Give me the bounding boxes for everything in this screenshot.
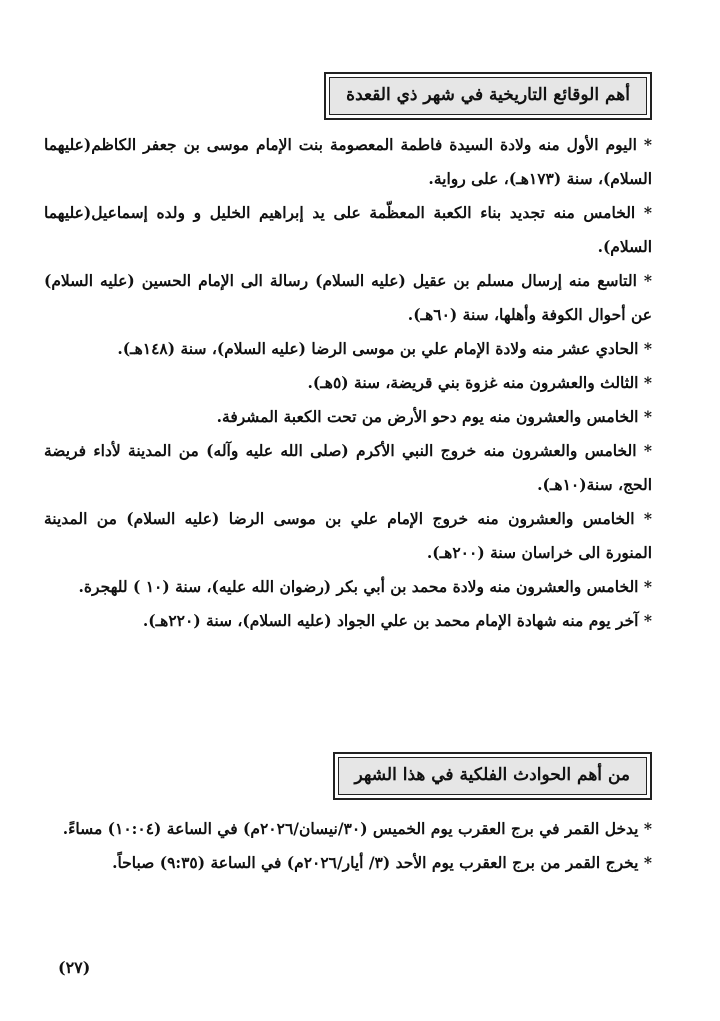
list-item: * التاسع منه إرسال مسلم بن عقيل (عليه السلام) رسالة الى الإمام الحسين (عليه السلام) عن أحوال الكوفة وأهلها، سنة (٦٠هـ). [44, 271, 652, 324]
list-item: * يدخل القمر في برج العقرب يوم الخميس (٣٠/نيسان/٢٠٢٦م) في الساعة (١٠:٠٤) مساءً. [62, 819, 652, 838]
section-title-historical-events: أهم الوقائع التاريخية في شهر ذي القعدة [329, 77, 647, 115]
historical-events-list [44, 128, 652, 638]
page-number: (٢٧) [58, 958, 91, 977]
list-item: * الخامس والعشرون منه خروج النبي الأكرم (صلى الله عليه وآله) من المدينة لأداء فريضة الحج، سنة(١٠هـ). [44, 441, 652, 494]
list-item: * آخر يوم منه شهادة الإمام محمد بن علي الجواد (عليه السلام)، سنة (٢٢٠هـ). [142, 611, 652, 630]
section-title-box-astronomical-events [333, 752, 652, 800]
list-item: * الحادي عشر منه ولادة الإمام علي بن موسى الرضا (عليه السلام)، سنة (١٤٨هـ). [117, 339, 652, 358]
list-item: * الخامس والعشرون منه يوم دحو الأرض من تحت الكعبة المشرفة. [216, 407, 652, 426]
list-item: * الخامس والعشرون منه خروج الإمام علي بن موسى الرضا (عليه السلام) من المدينة المنورة الى خراسان سنة (٢٠٠هـ). [44, 509, 652, 562]
list-item: * اليوم الأول منه ولادة السيدة فاطمة المعصومة بنت الإمام موسى بن جعفر الكاظم(عليهما السلام)، سنة (١٧٣هـ)، على رواية. [44, 135, 652, 188]
section-title-box-historical-events [324, 72, 652, 120]
list-item: * الخامس والعشرون منه ولادة محمد بن أبي بكر (رضوان الله عليه)، سنة (١٠ ) للهجرة. [78, 577, 652, 596]
list-item: * الثالث والعشرون منه غزوة بني قريضة، سنة (٥هـ). [307, 373, 652, 392]
astronomical-events-list [44, 812, 652, 880]
list-item: * يخرج القمر من برج العقرب يوم الأحد (٣/ أيار/٢٠٢٦م) في الساعة (٩:٣٥) صباحاً. [112, 853, 652, 872]
list-item: * الخامس منه تجديد بناء الكعبة المعظّمة على يد إبراهيم الخليل و ولده إسماعيل(عليهما السلام). [44, 203, 652, 256]
section-title-astronomical-events: من أهم الحوادث الفلكية في هذا الشهر [338, 757, 647, 795]
